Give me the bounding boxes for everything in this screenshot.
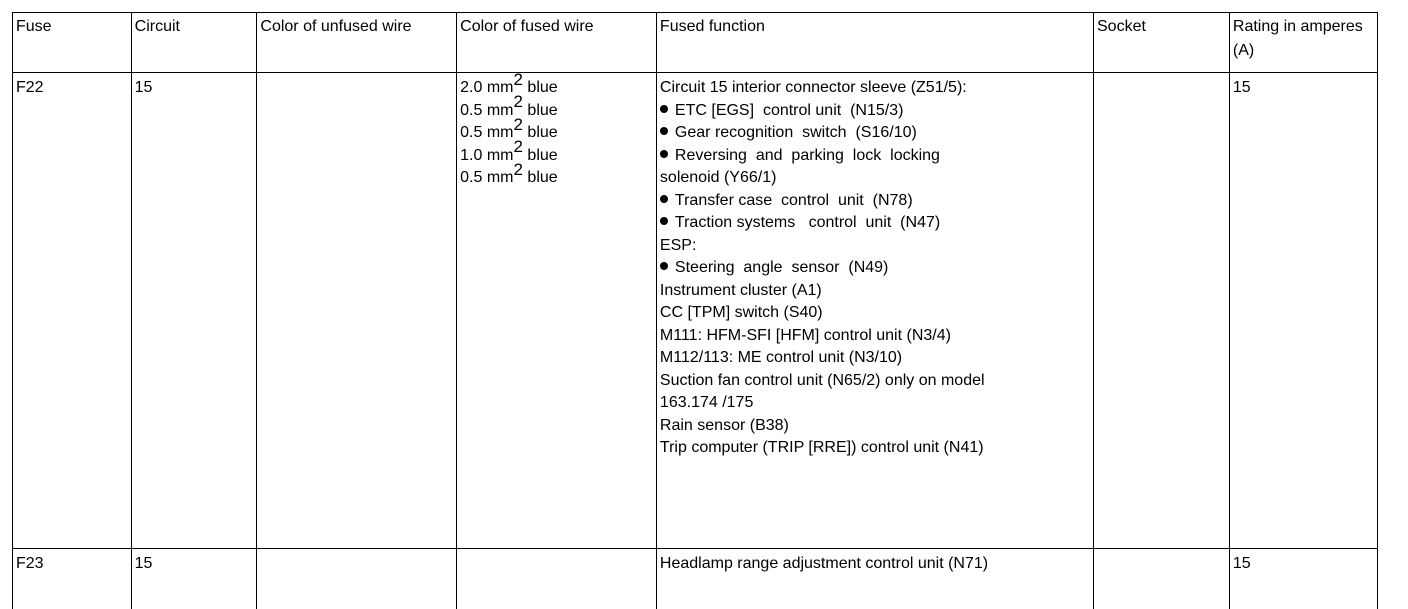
function-line [660, 392, 1090, 415]
function-line [660, 77, 1090, 100]
header-circuit: Circuit [131, 13, 257, 73]
wire-color: blue [527, 101, 558, 119]
circuit-cell: 15 [131, 549, 257, 609]
fused-color-cell [457, 73, 657, 549]
function-line [660, 100, 1090, 123]
fused-function-cell [656, 549, 1093, 609]
wire-color: blue [527, 79, 558, 96]
table-row [13, 73, 1378, 549]
function-text: M111: HFM-SFI [HFM] control unit (N3/4) [659, 326, 951, 344]
function-text: Traction systems control unit (N47) [674, 214, 941, 231]
socket-cell [1094, 73, 1230, 549]
table-row [13, 549, 1378, 609]
fused-wire-list [460, 72, 653, 190]
function-text: Steering angle sensor (N49) [674, 259, 889, 276]
bullet-icon [660, 262, 668, 270]
bullet-icon [660, 127, 668, 135]
function-text: CC [TPM] switch (S40) [659, 304, 823, 321]
fused-wire-item [460, 92, 653, 123]
fuse-cell: F22 [13, 73, 132, 549]
function-line [660, 280, 1090, 303]
wire-size-exponent: 2 [513, 159, 523, 179]
function-text: Rain sensor (B38) [659, 416, 789, 434]
function-line [660, 347, 1090, 370]
function-text: Headlamp range adjustment control unit (N71) [659, 555, 989, 572]
wire-color: blue [527, 146, 558, 164]
wire-size-exponent: 2 [513, 92, 523, 112]
function-line [660, 122, 1090, 145]
function-line [660, 190, 1090, 213]
wire-size-exponent: 2 [513, 114, 523, 134]
unfused-color-cell [257, 73, 457, 549]
fused-wire-item [460, 159, 653, 190]
fuse-table [12, 12, 1378, 609]
header-fused-color: Color of fused wire [457, 13, 657, 73]
bullet-icon [660, 105, 668, 113]
wire-size-exponent: 2 [513, 72, 523, 89]
function-line [660, 415, 1090, 438]
function-text: Transfer case control unit (N78) [674, 191, 913, 209]
wire-size: 0.5 mm [460, 124, 514, 141]
fused-wire-item [460, 137, 653, 168]
fused-function-list [660, 77, 1090, 460]
function-text: ESP: [659, 236, 697, 254]
header-rating: Rating in amperes (A) [1229, 13, 1377, 73]
wire-color: blue [527, 124, 558, 141]
function-line [660, 235, 1090, 258]
wire-size: 2.0 mm [460, 79, 514, 96]
function-line [660, 167, 1090, 190]
function-line [660, 257, 1090, 280]
unfused-color-cell [257, 549, 457, 609]
function-line [660, 302, 1090, 325]
function-line [660, 370, 1090, 393]
function-text: Reversing and parking lock locking [674, 146, 940, 164]
fused-wire-item [460, 114, 653, 145]
rating-cell: 15 [1229, 73, 1377, 549]
function-text: Gear recognition switch (S16/10) [674, 124, 917, 141]
function-text: Suction fan control unit (N65/2) only on model [659, 371, 985, 389]
function-line [660, 325, 1090, 348]
function-text: Trip computer (TRIP [RRE]) control unit (N41) [659, 439, 984, 456]
function-line [660, 145, 1090, 168]
fused-color-cell [457, 549, 657, 609]
wire-size: 0.5 mm [460, 101, 514, 119]
function-text: Circuit 15 interior connector sleeve (Z51/5): [659, 79, 967, 96]
function-text: M112/113: ME control unit (N3/10) [659, 349, 903, 366]
wire-size: 0.5 mm [460, 169, 514, 186]
function-line [660, 553, 1090, 576]
header-socket: Socket [1094, 13, 1230, 73]
fused-function-list [660, 553, 1090, 576]
bullet-icon [660, 217, 668, 225]
wire-size: 1.0 mm [460, 146, 514, 164]
rating-cell: 15 [1229, 549, 1377, 609]
fuse-cell: F23 [13, 549, 132, 609]
wire-size-exponent: 2 [513, 137, 523, 157]
circuit-cell: 15 [131, 73, 257, 549]
bullet-icon [660, 195, 668, 203]
function-line [660, 437, 1090, 460]
function-text: solenoid (Y66/1) [659, 169, 777, 186]
function-text: ETC [EGS] control unit (N15/3) [674, 101, 904, 119]
fused-function-cell [656, 73, 1093, 549]
header-row [13, 13, 1378, 73]
bullet-icon [660, 150, 668, 158]
function-line [660, 212, 1090, 235]
header-unfused-color: Color of unfused wire [257, 13, 457, 73]
function-text: 163.174 /175 [659, 394, 754, 411]
function-text: Instrument cluster (A1) [659, 281, 822, 299]
fused-wire-item [460, 72, 653, 100]
header-fused-function: Fused function [656, 13, 1093, 73]
header-fuse: Fuse [13, 13, 132, 73]
wire-color: blue [527, 169, 558, 186]
socket-cell [1094, 549, 1230, 609]
